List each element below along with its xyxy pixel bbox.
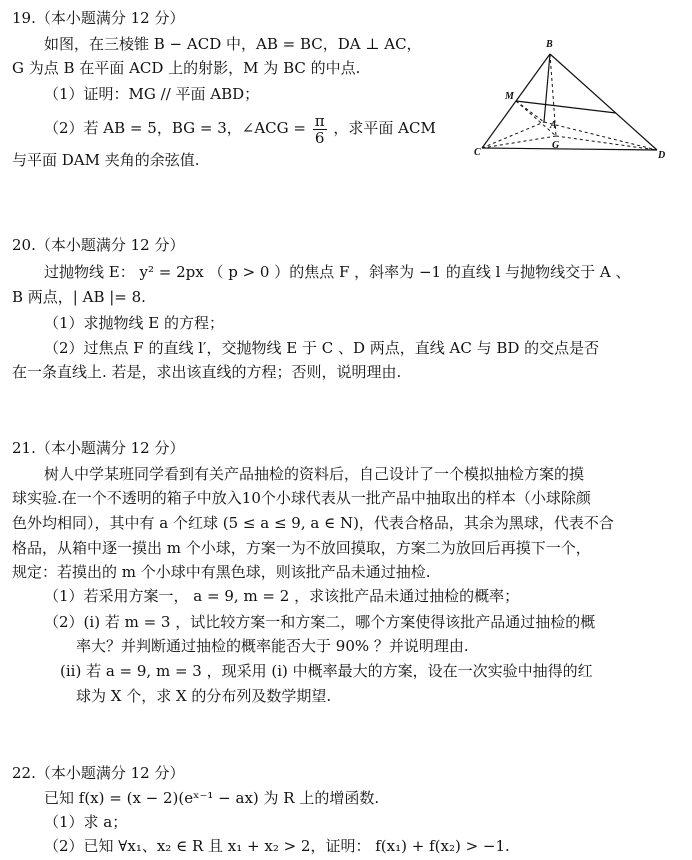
edge-BD <box>550 54 657 150</box>
edge-AD-hidden <box>544 122 657 150</box>
q21-part-2-ii-cont: 球为 X 个，求 X 的分布列及数学期望. <box>76 687 332 705</box>
q21-part-1: （1）若采用方案一， a = 9, m = 2 ，求该批产品未通过抽检的概率； <box>44 587 520 605</box>
q20-part-1: （1）求抛物线 E 的方程； <box>44 314 225 332</box>
q21-line-3: 色外均相同），其中有 a 个红球 (5 ≤ a ≤ 9, a ∈ N)，代表合格品，其余为黑球，代表不合 <box>12 514 614 532</box>
segment-CG-hidden <box>482 136 556 148</box>
q21-line-4: 格品，从箱中逐一摸出 m 个小球，方案一为不放回摸取，方案二为放回后再摸下一个， <box>12 539 591 557</box>
q20-part-2: （2）过焦点 F 的直线 l′，交抛物线 E 于 C 、D 两点，直线 AC 与 BD 的交点是否 <box>44 339 600 357</box>
q19-header: 19.（本小题满分 12 分） <box>12 9 185 27</box>
q19-line-5: 与平面 DAM 夹角的余弦值. <box>12 151 200 169</box>
q19-fraction-pi-over-6 <box>313 113 327 146</box>
vertex-label-A: A <box>550 120 557 131</box>
segment-MD <box>516 101 616 113</box>
q22-line-1: 已知 f(x) = (x − 2)(eˣ⁻¹ − ax) 为 R 上的增函数. <box>44 789 380 807</box>
edge-CD <box>482 148 657 150</box>
q19-part-2 <box>44 110 436 146</box>
q21-line-5: 规定：若摸出的 m 个小球中有黑色球，则该批产品未通过抽检. <box>12 563 431 581</box>
vertex-label-B: B <box>546 39 553 50</box>
point-label-M: M <box>505 91 514 102</box>
q21-part-2-ii: (ii) 若 a = 9, m = 3 ，现采用 (i) 中概率最大的方案，设在一次实验中抽得的红 <box>60 662 593 680</box>
q21-part-2-i: （2）(i) 若 m = 3 ，试比较方案一和方案二，哪个方案使得该批产品通过抽检的概 <box>44 613 596 631</box>
q19-part-2-text-a: （2）若 AB = 5，BG = 3，∠ACG = <box>44 119 306 137</box>
q19-part-1: （1）证明：MG // 平面 ABD； <box>44 85 260 103</box>
vertex-label-C: C <box>474 147 481 158</box>
q20-header: 20.（本小题满分 12 分） <box>12 236 185 254</box>
q20-line-5: 在一条直线上. 若是，求出该直线的方程；否则，说明理由. <box>12 363 402 381</box>
q19-line-1: 如图，在三棱锥 B − ACD 中，AB = BC，DA ⊥ AC， <box>44 35 422 53</box>
fraction-numerator: π <box>314 111 325 130</box>
q22-part-1: （1）求 a； <box>44 813 128 831</box>
q21-header: 21.（本小题满分 12 分） <box>12 439 185 457</box>
fraction-denominator: 6 <box>314 128 325 147</box>
point-label-G: G <box>552 140 560 151</box>
q19-part-2-text-b: ，求平面 ACM <box>333 119 436 137</box>
q19-line-2: G 为点 B 在平面 ACD 上的射影，M 为 BC 的中点. <box>12 59 361 77</box>
q22-part-2: （2）已知 ∀x₁、x₂ ∈ R 且 x₁ + x₂ > 2，证明： f(x₁) + f(x₂) > −1. <box>44 837 510 855</box>
q20-line-2: B 两点，| AB |= 8. <box>12 288 146 306</box>
q21-line-2: 球实验.在一个不透明的箱子中放入10个小球代表从一批产品中抽取出的样本（小球除颜 <box>12 489 591 507</box>
vertex-label-D: D <box>658 150 666 161</box>
edge-BA <box>544 54 550 122</box>
q21-line-1: 树人中学某班同学看到有关产品抽检的资料后，自己设计了一个模拟抽检方案的摸 <box>44 465 585 483</box>
q22-header: 22.（本小题满分 12 分） <box>12 764 185 782</box>
tetrahedron-figure <box>472 32 677 164</box>
segment-GD-hidden <box>556 136 657 150</box>
q20-line-1: 过抛物线 E： y² = 2px （ p > 0 ）的焦点 F ，斜率为 −1 的直线 l 与抛物线交于 A 、 <box>44 263 631 281</box>
q21-part-2-i-cont: 率大？并判断通过抽检的概率能否大于 90% ？并说明理由. <box>76 637 469 655</box>
